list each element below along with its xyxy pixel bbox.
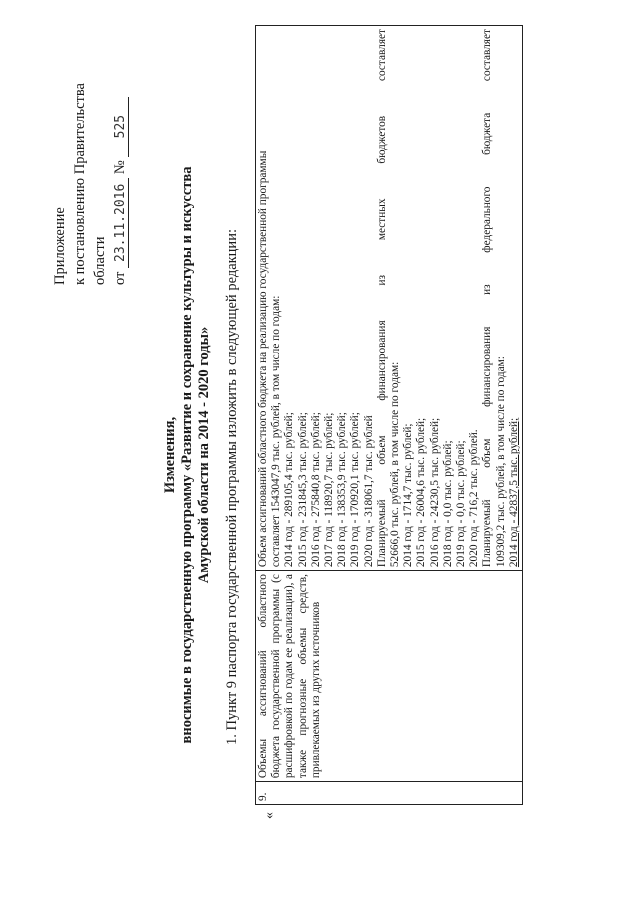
title-line-2: вносимые в государственную программу «Развитие и сохранение культуры и искусства	[179, 166, 195, 744]
number-prefix: №	[112, 160, 128, 175]
approval-line-3: области	[92, 236, 108, 285]
approval-line-1: Приложение	[52, 207, 68, 285]
intro-word: из	[481, 284, 494, 295]
year-line: 2014 год - 289105,4 тыс. рублей;	[283, 412, 296, 568]
intro-word: составляет	[481, 29, 494, 82]
approval-stamp	[50, 25, 130, 285]
row-value-cell	[256, 26, 523, 571]
local-years-list	[402, 29, 481, 567]
intro-word: финансирования	[481, 326, 494, 407]
intro-word: составляет	[375, 29, 388, 82]
row-number-cell: 9.	[256, 782, 523, 805]
document-title	[162, 65, 213, 845]
regional-years-list	[283, 29, 375, 567]
table-row	[256, 26, 523, 805]
year-line: 2019 год - 0,0 тыс. рублей;	[455, 440, 468, 568]
regional-total: составляет 1543047,9 тыс. рублей, в том числе по годам:	[270, 295, 283, 568]
approval-date: 23.11.2016	[113, 178, 129, 268]
intro-word: Планируемый	[481, 499, 494, 568]
date-prefix: от	[112, 271, 128, 285]
year-line: 2016 год - 275840,8 тыс. рублей;	[309, 412, 322, 568]
opening-quote: «	[262, 812, 277, 819]
year-line: 2020 год - 318061,7 тыс. рублей	[362, 415, 375, 568]
intro-word: объем	[375, 435, 388, 465]
local-total: 52666,0 тыс. рублей, в том числе по годам:	[389, 361, 402, 568]
year-line: 2018 год - 0,0 тыс. рублей;	[441, 440, 454, 568]
intro-text: 1. Пункт 9 паспорта государственной программы изложить в следующей редакции:	[224, 229, 240, 745]
year-line: 2016 год - 24230,5 тыс. рублей;	[428, 417, 441, 568]
year-line: 2015 год - 26004,6 тыс. рублей;	[415, 417, 428, 568]
year-line: 2019 год - 170920,1 тыс. рублей;	[349, 412, 362, 568]
year-line: 2015 год - 231845,3 тыс. рублей;	[296, 412, 309, 568]
year-line: 2020 год - 716,2 тыс. рублей.	[468, 429, 481, 568]
intro-word: федерального	[481, 186, 494, 253]
year-line: 2018 год - 138353,9 тыс. рублей;	[336, 412, 349, 568]
federal-intro	[481, 29, 494, 567]
year-line: 2014 год - 42837,5 тыс. рублей;	[507, 417, 520, 568]
year-line: 2014 год - 1714,7 тыс. рублей;	[402, 423, 415, 568]
intro-word: местных	[375, 198, 388, 241]
intro-word: финансирования	[375, 320, 388, 401]
federal-total: 109309,2 тыс. рублей, в том числе по годам:	[494, 356, 507, 568]
title-line-1: Изменения,	[162, 416, 178, 494]
approval-date-line	[110, 25, 130, 285]
year-line: 2017 год - 118920,7 тыс. рублей;	[323, 412, 336, 568]
local-intro	[376, 29, 389, 567]
intro-paragraph	[224, 65, 241, 845]
intro-word: бюджета	[481, 112, 494, 155]
federal-years-list	[508, 29, 521, 567]
title-line-3: Амурской области на 2014 - 2020 годы»	[196, 326, 212, 584]
passport-table	[255, 25, 523, 805]
approval-number: 525	[113, 97, 129, 157]
intro-word: Планируемый	[375, 499, 388, 568]
approval-line-2: к постановлению Правительства	[72, 83, 88, 285]
intro-word: из	[375, 274, 388, 286]
row-name-cell: Объемы ассигнований областного бюджета государственной программы (с расшифровкой по годам ее реализации), а также прогнозные объемы средств, привлекаемых из других источников	[256, 571, 523, 782]
intro-word: объем	[481, 438, 494, 468]
intro-word: бюджетов	[375, 115, 388, 164]
regional-intro: Объем ассигнований областного бюджета на реализацию государственной программы	[257, 150, 269, 568]
